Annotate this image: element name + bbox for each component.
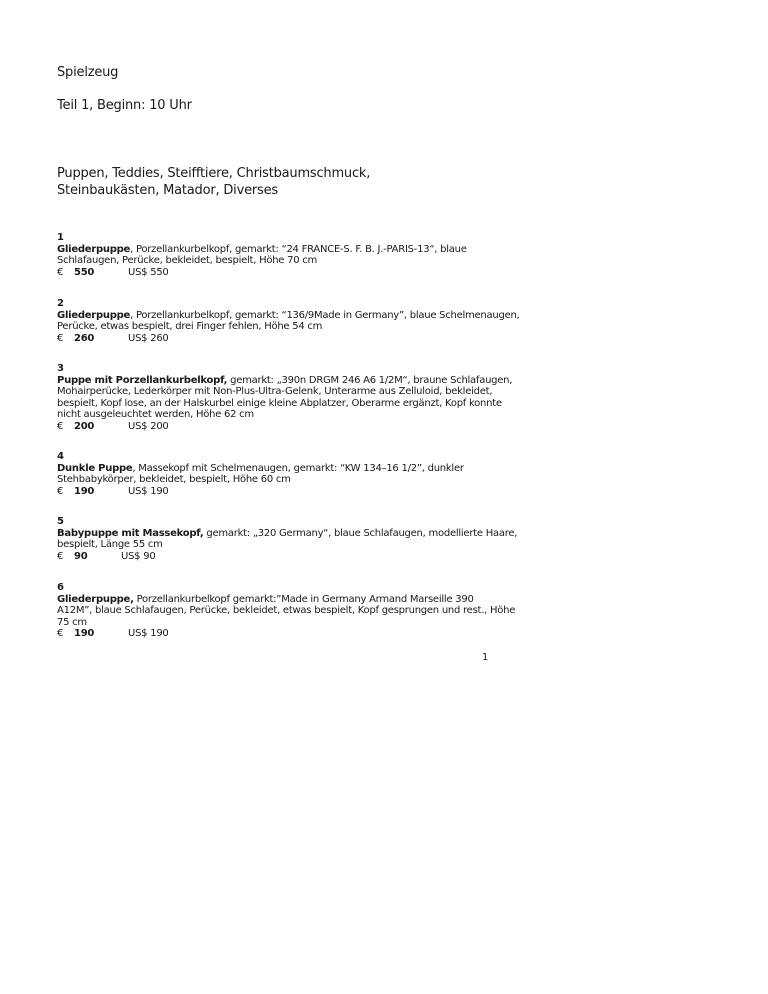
category-line-1: Puppen, Teddies, Steifftiere, Christbaumschmuck, (57, 166, 371, 181)
lot-description-line: Mohairperücke, Lederkörper mit Non-Plus-Ultra-Gelenk, Unterarme aus Zelluloid, bekleidet, (57, 386, 493, 397)
lot-description-line (57, 244, 497, 256)
lot-description-line (57, 527, 518, 540)
lot-number: 1 (57, 232, 64, 243)
lot-lead-title: Babypuppe mit Massekopf, (57, 527, 204, 539)
lot-number: 2 (57, 298, 64, 309)
lot-description-line (57, 463, 497, 475)
price-usd: US$ 550 (128, 266, 169, 278)
lot-entry (57, 582, 516, 640)
price-usd: US$ 200 (128, 420, 169, 432)
lot-description-line (57, 594, 497, 606)
lot-description-line: 75 cm (57, 616, 87, 628)
lot-description-text: , Porzellankurbelkopf, gemarkt: “136/9Made in Germany”, blaue Schelmenaugen, (130, 309, 520, 321)
price-eur: 190 (74, 628, 95, 639)
price-usd: US$ 260 (128, 332, 169, 344)
lot-description-line: Schlafaugen, Perücke, bekleidet, bespielt, Höhe 70 cm (57, 255, 318, 266)
lot-description-text: , Massekopf mit Schelmenaugen, gemarkt: “KW 134–16 1/2”, dunkler (132, 462, 464, 474)
lot-description-text: gemarkt: „390n DRGM 246 A6 1/2M“, braune Schlafaugen, (227, 374, 513, 386)
lot-price (57, 486, 497, 498)
category-line-2: Steinbaukästen, Matador, Diverses (57, 183, 278, 198)
euro-symbol: € (57, 628, 64, 639)
euro-symbol: € (57, 420, 64, 432)
lot-entry (57, 363, 513, 432)
lot-entry (57, 298, 520, 344)
lot-number: 4 (57, 451, 64, 462)
price-eur: 190 (74, 485, 95, 497)
session-info: Teil 1, Beginn: 10 Uhr (57, 98, 192, 113)
lot-lead-title: Puppe mit Porzellankurbelkopf, (57, 374, 228, 386)
lot-number: 3 (57, 363, 64, 374)
page-number: 1 (482, 652, 489, 663)
lot-lead-title: Dunkle Puppe (57, 462, 133, 474)
lot-price (57, 333, 497, 345)
lot-price (57, 551, 497, 563)
price-eur: 550 (74, 266, 95, 278)
lot-description-text: gemarkt: „320 Germany“, blaue Schlafaugen, modellierte Haare, (203, 527, 518, 539)
lot-lead-title: Gliederpuppe (57, 243, 131, 255)
lot-price (57, 628, 497, 640)
lot-description-line (57, 309, 520, 322)
lot-lead-title: Gliederpuppe, (57, 593, 134, 605)
lot-description-line (57, 374, 513, 387)
euro-symbol: € (57, 266, 64, 278)
lot-description-line: bespielt, Länge 55 cm (57, 539, 163, 550)
price-usd: US$ 190 (128, 628, 169, 639)
price-eur: 260 (74, 332, 95, 344)
price-eur: 200 (74, 420, 95, 432)
lot-entry (57, 451, 497, 497)
lot-lead-title: Gliederpuppe (57, 309, 131, 321)
section-title: Spielzeug (57, 65, 119, 80)
lot-number: 6 (57, 582, 64, 593)
euro-symbol: € (57, 550, 64, 562)
lot-price (57, 267, 497, 279)
lot-price (57, 421, 497, 433)
lot-description-line: Perücke, etwas bespielt, drei Finger fehlen, Höhe 54 cm (57, 321, 323, 332)
price-eur: 90 (74, 550, 88, 562)
lot-description-text: Porzellankurbelkopf gemarkt:”Made in Germany Armand Marseille 390 (133, 593, 474, 605)
lot-entry (57, 516, 518, 562)
euro-symbol: € (57, 485, 64, 497)
lot-description-line: Stehbabykörper, bekleidet, bespielt, Höhe 60 cm (57, 474, 291, 485)
price-usd: US$ 190 (128, 485, 169, 497)
euro-symbol: € (57, 332, 64, 344)
lot-number: 5 (57, 516, 64, 527)
price-usd: US$ 90 (121, 550, 156, 562)
lot-description-line: A12M”, blaue Schlafaugen, Perücke, bekleidet, etwas bespielt, Kopf gesprungen und rest., Höhe (57, 605, 516, 616)
lot-description-text: , Porzellankurbelkopf, gemarkt: “24 FRANCE-S. F. B. J.-PARIS-13“, blaue (130, 243, 467, 255)
lot-description-line: bespielt, Kopf lose, an der Halskurbel einige kleine Abplatzer, Oberarme ergänzt, Kopf konnte (57, 397, 502, 409)
lot-entry (57, 232, 497, 278)
lot-description-line: nicht ausgeleuchtet werden, Höhe 62 cm (57, 409, 254, 420)
